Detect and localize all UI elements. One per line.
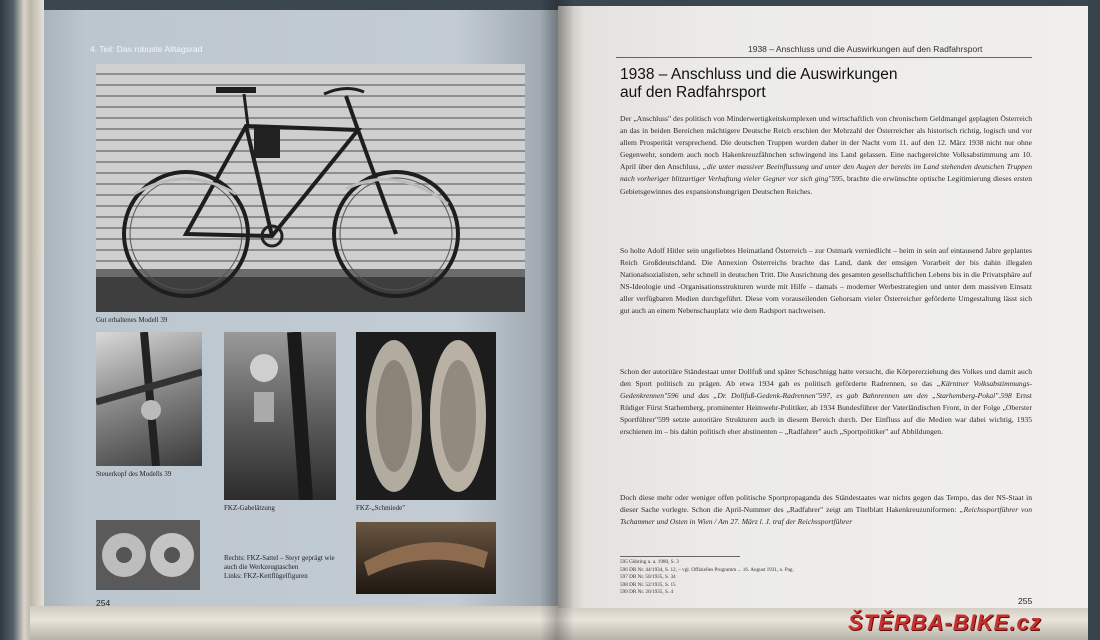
paragraph-2 [620, 245, 1032, 318]
page-stack-left [0, 0, 44, 640]
photo-fork-etching [224, 332, 336, 500]
photo-steerer-head [96, 332, 202, 466]
photo-bicycle-model-39 [96, 64, 525, 312]
paragraph-3-text-end: Ernst Rüdiger Fürst Starhemberg, prominenter Heimwehr-Politiker, ab 1934 Bundesführer der Vaterländischen Front, in der Folge „Oberster Sportführer"599 setzte autoritäre Strukturen auch in diesem Bereich durch. Der Einfluss auf die Medien war dabei wichtig, 1935 erschienen im – bis dahin politisch eher abstinenten – „Radfahrer" auch „Sportpolitiker" auf Abbildungen. [620, 391, 1032, 437]
right-running-head: 1938 – Anschluss und die Auswirkungen auf den Radfahrsport [748, 44, 983, 54]
paragraph-2-text: So holte Adolf Hitler sein ungeliebtes Heimatland Österreich – zur Ostmark verniedlicht – heim in sein auf eintausend Jahre geplantes Reich Großdeutschland. Die Annexion Österreichs brachte das Land, dank der emsigen Vorarbeit der bis dahin illegalen Nationalsozialisten, sehr schnell in deutschen Tritt. Die Ausrichtung des gesamten gesellschaftlichen Lebens bis in die Privatsphäre auf NS-Ideologie und -Organisationsstrukturen wurde mit Hilfe – damals – moderner Werbestrategien und unter dem massiven Einsatz aller verfügbaren Medien durchgeführt. Diese vom vorauseilenden Gehorsam vieler Österreicher geförderte Umgestaltung lässt sich gut auch an einem Nebenschauplatz wie dem Radsport nachweisen. [620, 246, 1032, 316]
left-page-number: 254 [96, 598, 111, 608]
paragraph-1-text: Der „Anschluss" des politisch von Minderwertigkeitskomplexen und wirtschaftlich von chronischem Geldmangel geplagten Österreich an das in beiden Bereichen mächtigere Deutsche Reich erschien der Mehrzahl der Österreicher als historisch richtig, logisch und vor allem Prosperität versprechend. Die deutschen Truppen wurden daher in der Nacht vom 11. auf den 12. März 1938 nicht nur ohne Gegenwehr, sondern auch noch Hakenkreuzfähnchen schwingend ins Land gelassen. Eine nachgereichte Volksabstimmung am 10. April über den Anschluss, [620, 114, 1032, 172]
footnote-595: 595 Gühring u. a. 1980, S. 3 [620, 559, 679, 565]
header-rule [616, 57, 1032, 58]
chapter-title [620, 66, 1000, 102]
watermark-logo: ŠTĚRBA-BIKE.cz [848, 610, 1042, 635]
photo-saddle [356, 522, 496, 594]
background-right [1088, 0, 1100, 640]
left-running-head: 4. Teil: Das robuste Alltagsrad [90, 44, 203, 54]
paragraph-3-quote: „Kärntner Volksabstimmungs-Gedenkrennen"596 und das „Dr. Dollfuß-Gedenk-Radrennen"597, es gab Bahnrennen um den „Starhemberg-Pokal".598 [620, 379, 1032, 401]
paragraph-4-text: Doch diese mehr oder weniger offen politische Sportpropaganda des Ständestaates war nichts gegen das Tempo, das der NS-Staat in dieser Sache vorlegte. Schon die April-Nummer des „Radfahrer" zeigt am Titelblatt Hakenkreuzuniformen: [620, 493, 1032, 515]
chapter-title-line2: auf den Radfahrsport [620, 84, 766, 101]
photo-forge-badges [356, 332, 496, 500]
paragraph-3 [620, 366, 1032, 439]
paragraph-1 [620, 113, 1032, 198]
caption-fork: FKZ-Gabelätzung [224, 504, 275, 512]
right-page-number: 255 [1018, 596, 1033, 606]
caption-main-photo: Gut erhaltenes Modell 39 [96, 316, 168, 324]
footnote-rule [620, 556, 740, 557]
footnote-599: 599 DR Nr. 20/1935, S. 4 [620, 589, 674, 595]
footnote-596: 596 DR Nr. 44/1934, S. 12, – vgl. Offizielles Programm ... 16. August 1931, o. Pag. [620, 566, 794, 573]
footnote-597: 597 DR Nr. 50/1935, S. 34 [620, 574, 676, 580]
paragraph-4-quote: „Reichssportführer von Tschammer und Osten in Wien / Am 27. März l. J. traf der Reichssportführer [620, 505, 1032, 527]
chapter-title-line1: 1938 – Anschluss und die Auswirkungen [620, 66, 898, 83]
caption-steerer: Steuerkopf des Modells 39 [96, 470, 172, 478]
paragraph-1-quote: „die unter massiver Beeinflussung und unter den Augen der bereits im Land stehenden deutschen Truppen nach vorheriger blitzartiger Verhaftung vieler Gegner vor sich ging" [620, 162, 1033, 184]
paragraph-1-text-end: 595, brachte die erwünschte optische Legitimierung dieses ersten Gebietsgewinnes des expansionshungrigen Deutschen Reiches. [620, 174, 1032, 196]
paragraph-3-text: Schon der autoritäre Ständestaat unter Dollfuß und später Schuschnigg hatte versucht, die Körpererziehung des Volkes und damit auch den Sport politisch zu prägen. Ab etwa 1934 gab es politisch geförderte Radrennen, so das [620, 367, 1032, 389]
footnotes [620, 559, 794, 597]
paragraph-4 [620, 492, 1032, 528]
book-gutter [540, 0, 574, 640]
caption-forge: FKZ-„Schmiede" [356, 504, 406, 512]
photo-chainring-figures [96, 520, 200, 590]
caption-saddle-and-chainring: Rechts: FKZ-Sattel – Steyr geprägt wie auch die Werkzeugtaschen Links: FKZ-Kettflügelfiguren [224, 554, 335, 580]
footnote-598: 598 DR Nr. 52/1935, S. 15 [620, 581, 676, 588]
